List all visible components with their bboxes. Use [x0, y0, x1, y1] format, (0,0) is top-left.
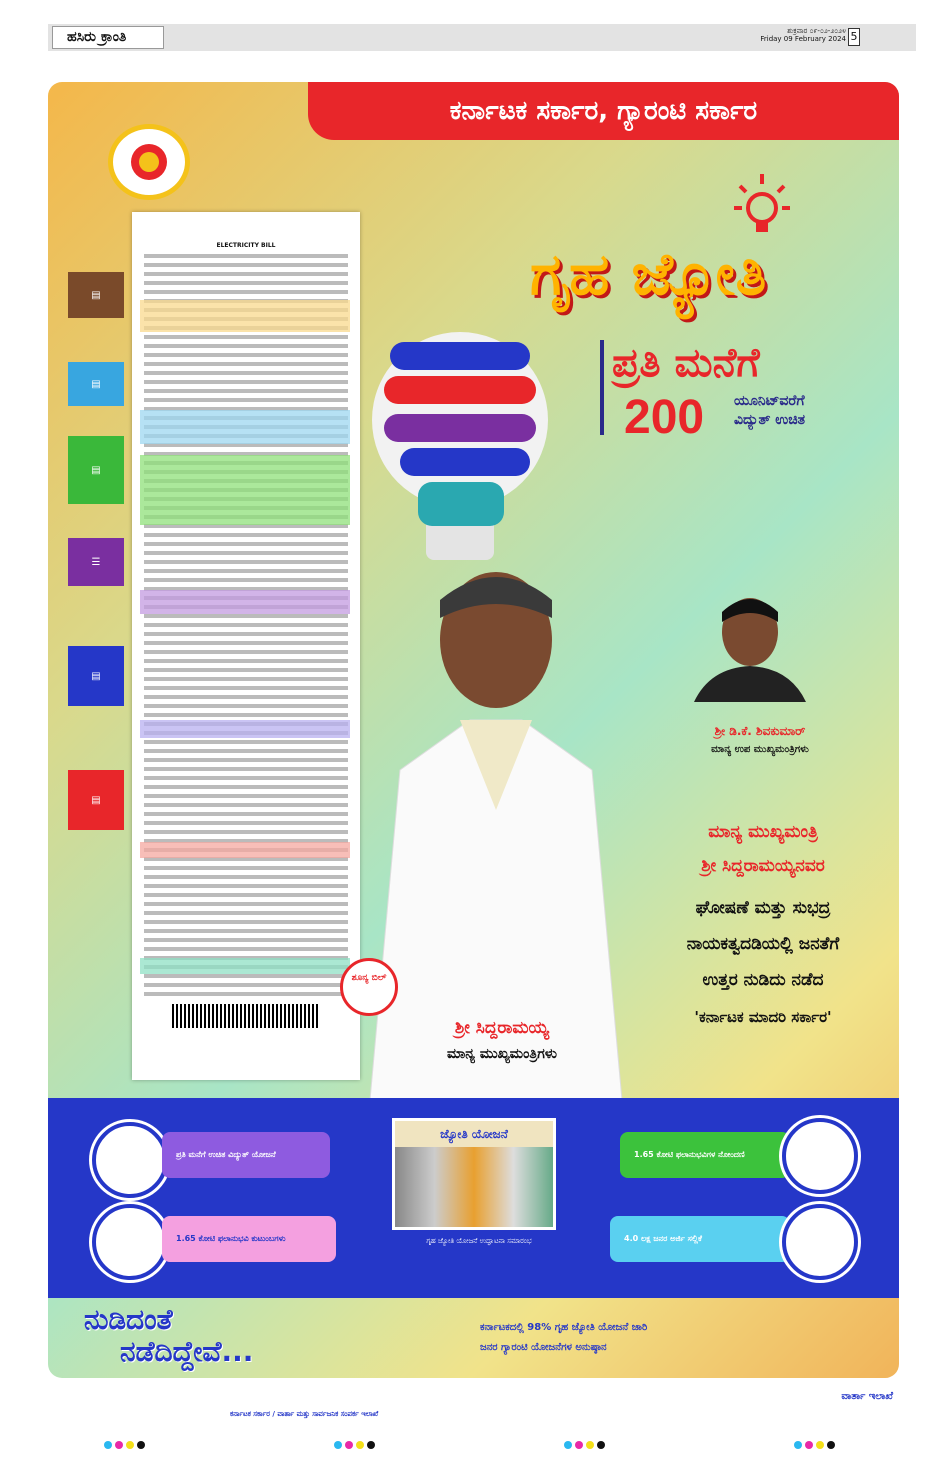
registration-marks — [104, 1441, 145, 1449]
bill-highlight-2 — [140, 410, 350, 444]
footer-text: ಕರ್ನಾಟಕದಲ್ಲಿ 98% ಗೃಹ ಜ್ಯೋತಿ ಯೋಜನೆ ಜಾರಿ ಜನರ ಗ್ಯಾರಂಟಿ ಯೋಜನೆಗಳ ಅನುಷ್ಠಾನ — [480, 1322, 648, 1353]
slogan: ನುಡಿದಂತೆ ನಡೆದಿದ್ದೇವೆ... — [84, 1303, 254, 1368]
bill-highlight-6 — [140, 842, 350, 858]
deputy-cm-name: ಶ್ರೀ ಡಿ.ಕೆ. ಶಿವಕುಮಾರ್ — [714, 724, 806, 738]
bulb-segment-4 — [400, 448, 530, 476]
bulb-segment-2 — [384, 376, 536, 404]
bill-highlight-5 — [140, 720, 350, 738]
bulb-segment-5 — [418, 482, 504, 526]
event-photo: ಜ್ಯೋತಿ ಯೋಜನೆ — [392, 1118, 556, 1230]
bulb-segment-1 — [390, 342, 530, 370]
green-marker-icon: ▤ — [68, 436, 124, 504]
tagline: ಪ್ರತಿ ಮನೆಗೆ — [612, 340, 760, 386]
zero-bill-icon — [782, 1204, 858, 1280]
photo-caption: ಗೃಹ ಜ್ಯೋತಿ ಯೋಜನೆ ಉದ್ಘಾಟನಾ ಸಮಾರಂಭ — [426, 1237, 532, 1245]
registration-marks — [564, 1441, 605, 1449]
issue-date: ಶುಕ್ರವಾರ ೦೯-೦೨-೨೦೨೪ Friday 09 February 2024 — [760, 27, 846, 43]
feature-3: 1.65 ಕೋಟಿ ಫಲಾನುಭವಿಗಳ ನೋಂದಣಿ — [620, 1132, 790, 1178]
bill-highlight-1 — [140, 300, 350, 332]
scheme-title: ಗೃಹ ಜ್ಯೋತಿ — [530, 240, 768, 308]
registration-marks — [794, 1441, 835, 1449]
quote-line-4: ನಾಯಕತ್ವದಡಿಯಲ್ಲಿ ಜನತೆಗೆ — [686, 934, 840, 954]
bulb-infographic — [370, 330, 550, 570]
app-icon — [92, 1204, 168, 1280]
tree-icon — [782, 1118, 858, 1194]
feature-1: ಪ್ರತಿ ಮನೆಗೆ ಉಚಿತ ವಿದ್ಯುತ್ ಯೋಜನೆ — [162, 1132, 330, 1178]
units-text: ಯೂನಿಟ್‌ವರೆಗೆ ವಿದ್ಯುತ್ ಉಚಿತ — [734, 393, 806, 428]
bill-highlight-4 — [140, 590, 350, 614]
free-units-number: 200 — [624, 391, 705, 444]
deputy-cm-title: ಮಾನ್ಯ ಉಪ ಮುಖ್ಯಮಂತ್ರಿಗಳು — [711, 744, 809, 755]
barcode — [172, 1004, 320, 1028]
bulb-segment-3 — [384, 414, 536, 442]
red-marker-icon: ▤ — [68, 770, 124, 830]
deputy-cm-portrait — [690, 582, 810, 702]
footer-strip: ಕರ್ನಾಟಕ ಸರ್ಕಾರ / ವಾರ್ತಾ ಮತ್ತು ಸಾರ್ವಜನಿಕ ಸಂಪರ್ಕ ಇಲಾಖೆ — [230, 1410, 379, 1418]
cm-title: ಮಾನ್ಯ ಮುಖ್ಯಮಂತ್ರಿಗಳು — [447, 1046, 557, 1062]
electricity-bill — [132, 212, 360, 1080]
divider — [600, 340, 604, 435]
bulb-icon — [728, 170, 796, 238]
brown-marker-icon: ▤ — [68, 272, 124, 318]
purple-marker-icon: ☰ — [68, 538, 124, 586]
quote-line-1: ಮಾನ್ಯ ಮುಖ್ಯಮಂತ್ರಿ — [708, 822, 818, 842]
quote-line-2: ಶ್ರೀ ಸಿದ್ದರಾಮಯ್ಯನವರ — [701, 856, 825, 876]
govt-banner: ಕರ್ನಾಟಕ ಸರ್ಕಾರ, ಗ್ಯಾರಂಟಿ ಸರ್ಕಾರ — [308, 82, 899, 140]
cm-name: ಶ್ರೀ ಸಿದ್ದರಾಮಯ್ಯ — [454, 1018, 550, 1038]
house-icon — [92, 1122, 168, 1198]
quote-line-5: ಉತ್ತರ ನುಡಿದು ನಡೆದ — [702, 970, 824, 990]
registration-marks — [334, 1441, 375, 1449]
bill-highlight-7 — [140, 958, 350, 974]
quote-line-6: 'ಕರ್ನಾಟಕ ಮಾದರಿ ಸರ್ಕಾರ' — [694, 1008, 832, 1026]
feature-4: 4.0 ಲಕ್ಷ ಜನರ ಅರ್ಜಿ ಸಲ್ಲಿಕೆ — [610, 1216, 790, 1262]
credits-bar: ವಾರ್ತಾ ಇಲಾಖೆ — [841, 1390, 893, 1402]
blue-marker-icon: ▤ — [68, 362, 124, 406]
quote-line-3: ಘೋಷಣೆ ಮತ್ತು ಸುಭದ್ರ — [695, 898, 831, 918]
bill-header: ELECTRICITY BILL — [216, 242, 276, 249]
feature-2: 1.65 ಕೋಟಿ ಫಲಾನುಭವಿ ಕುಟುಂಬಗಳು — [162, 1216, 336, 1262]
bill-highlight-3 — [140, 455, 350, 525]
paper-name: ಹಸಿರು ಕ್ರಾಂತಿ — [52, 26, 164, 49]
karnataka-emblem-icon — [108, 124, 190, 200]
zero-bill-stamp: ಶೂನ್ಯ ಬಿಲ್ — [340, 958, 398, 1016]
navy-marker-icon: ▤ — [68, 646, 124, 706]
page-number: 5 — [848, 28, 860, 46]
